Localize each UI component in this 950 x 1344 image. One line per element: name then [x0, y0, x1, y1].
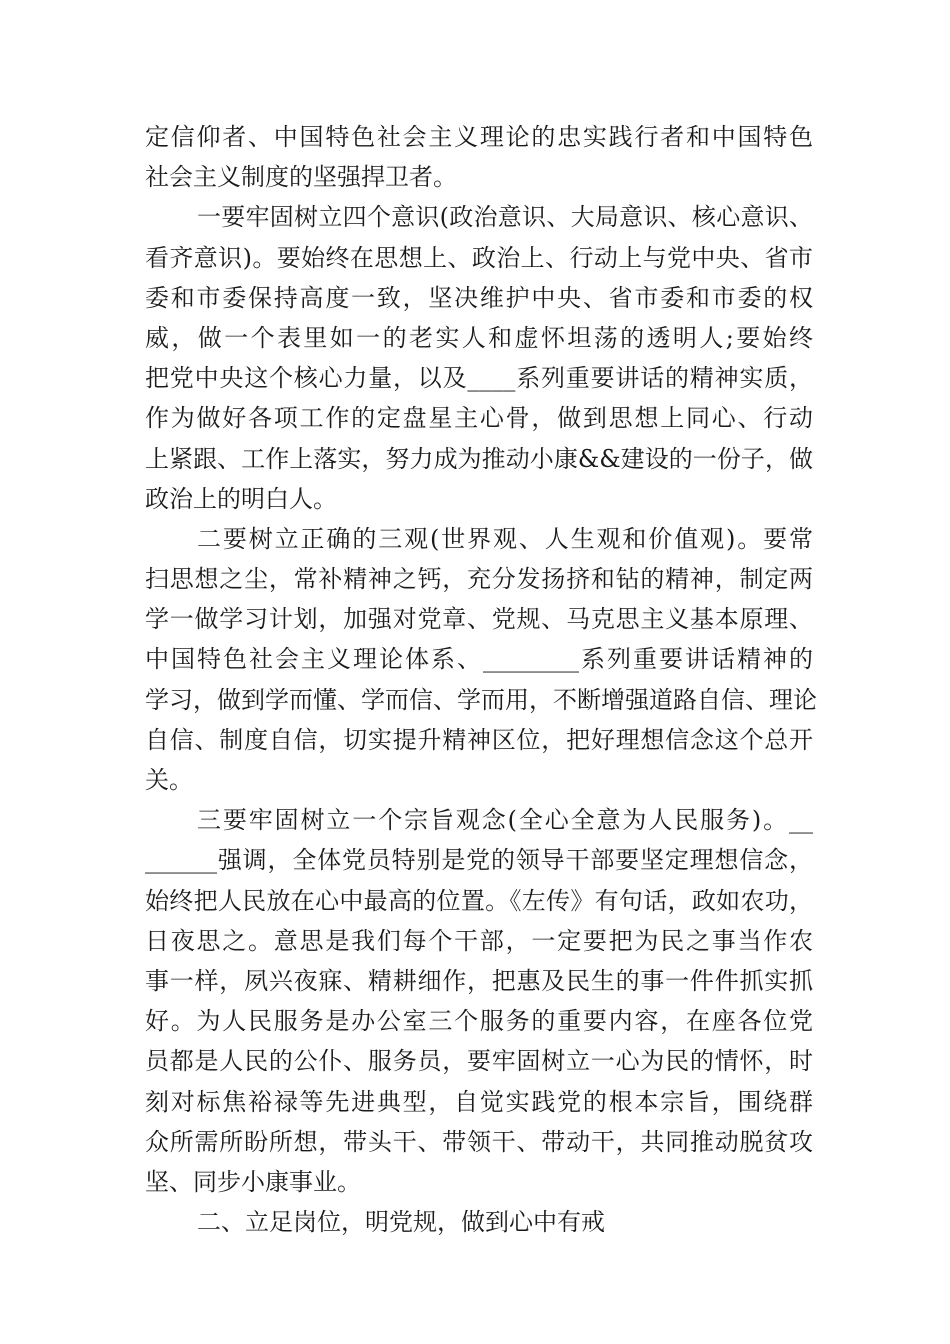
text-line: 自信、制度自信，切实提升精神区位，把好理想信念这个总开 [145, 725, 813, 754]
text-line: 委和市委保持高度一致，坚决维护中央、省市委和市委的权 [145, 283, 813, 312]
paragraph [145, 117, 813, 197]
text-line: 好。为人民服务是办公室三个服务的重要内容，在座各位党 [145, 1007, 813, 1036]
paragraph [145, 519, 817, 800]
text-line: 关。 [145, 766, 193, 794]
text-line: 始终把人民放在心中最高的位置。《左传》有句话，政如农功， [145, 886, 813, 915]
paragraph [145, 1202, 813, 1242]
text-line: 三要牢固树立一个宗旨观念(全心全意为人民服务)。__ [197, 806, 813, 835]
text-line: ______强调，全体党员特别是党的领导干部要坚定理想信念， [145, 846, 813, 875]
text-line: 威，做一个表里如一的老实人和虚怀坦荡的透明人;要始终 [145, 323, 813, 352]
text-line: 学一做学习计划，加强对党章、党规、马克思主义基本原理、 [145, 605, 813, 634]
paragraph [145, 800, 813, 1202]
text-line: 把党中央这个核心力量，以及____系列重要讲话的精神实质， [145, 364, 813, 393]
text-line: 员都是人民的公仆、服务员，要牢固树立一心为民的情怀，时 [145, 1047, 813, 1076]
text-line: 中国特色社会主义理论体系、________系列重要讲话精神的 [145, 645, 813, 674]
paragraph [145, 197, 813, 519]
text-line: 定信仰者、中国特色社会主义理论的忠实践行者和中国特色 [145, 123, 813, 151]
text-line: 政治上的明白人。 [145, 484, 337, 513]
text-line: 上紧跟、工作上落实，努力成为推动小康&&建设的一份子，做 [145, 444, 813, 473]
text-line: 一要牢固树立四个意识(政治意识、大局意识、核心意识、 [197, 203, 813, 232]
text-line: 二要树立正确的三观(世界观、人生观和价值观)。要常 [197, 524, 813, 553]
text-line: 二、立足岗位，明党规，做到心中有戒 [197, 1208, 605, 1237]
text-line: 事一样，夙兴夜寐、精耕细作，把惠及民生的事一件件抓实抓 [145, 966, 813, 995]
text-line: 刻对标焦裕禄等先进典型，自觉实践党的根本宗旨，围绕群 [145, 1087, 813, 1116]
text-line: 看齐意识)。要始终在思想上、政治上、行动上与党中央、省市 [145, 243, 813, 272]
text-line: 学习，做到学而懂、学而信、学而用，不断增强道路自信、理论 [145, 685, 817, 714]
text-line: 作为做好各项工作的定盘星主心骨，做到思想上同心、行动 [145, 404, 813, 433]
text-line: 扫思想之尘，常补精神之钙，充分发扬挤和钻的精神，制定两 [145, 565, 813, 594]
document-body [145, 117, 817, 1242]
text-line: 日夜思之。意思是我们每个干部，一定要把为民之事当作农 [145, 926, 813, 955]
text-line: 坚、同步小康事业。 [145, 1167, 361, 1196]
text-line: 众所需所盼所想，带头干、带领干、带动干，共同推动脱贫攻 [145, 1127, 813, 1156]
text-line: 社会主义制度的坚强捍卫者。 [145, 163, 457, 192]
